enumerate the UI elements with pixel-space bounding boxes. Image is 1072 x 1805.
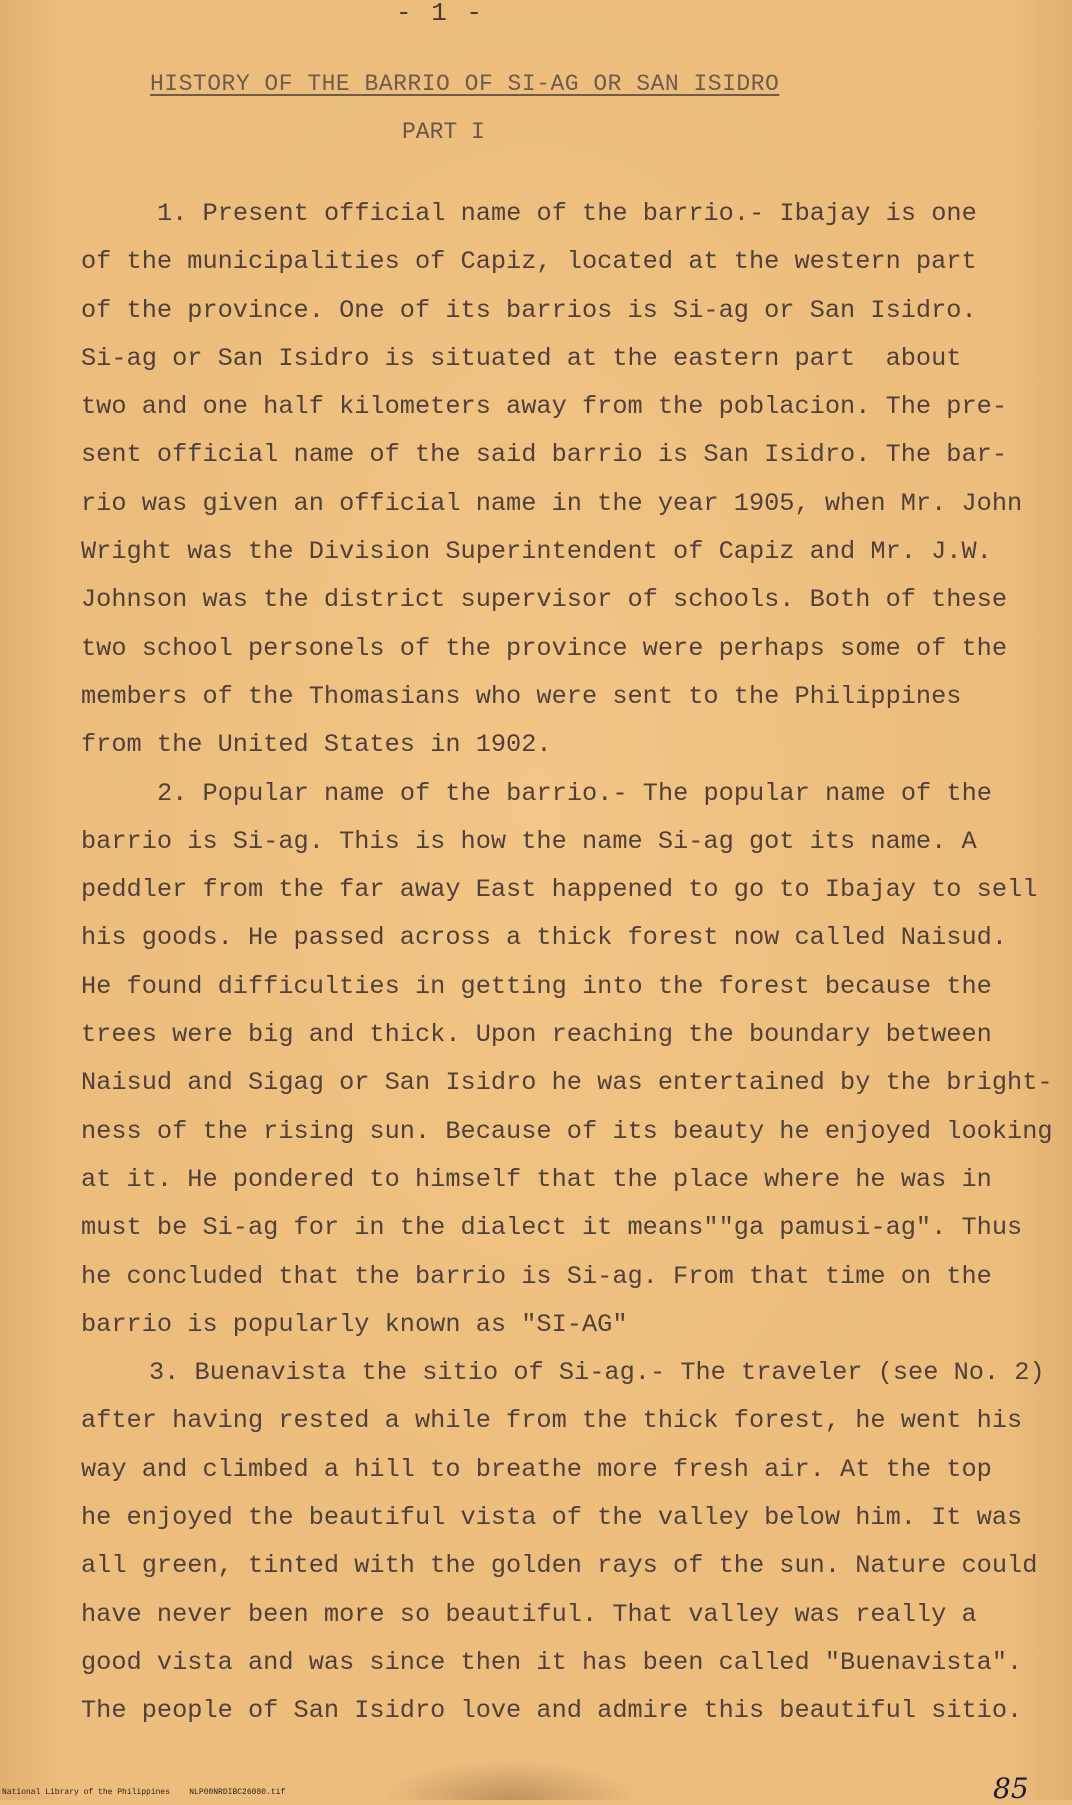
text-line: He found difficulties in getting into the forest because the	[81, 971, 992, 1001]
text-line: his goods. He passed across a thick forest now called Naisud.	[81, 923, 1008, 953]
text-line: good vista and was since then it has been called "Buenavista".	[81, 1647, 1023, 1677]
text-line: Naisud and Sigag or San Isidro he was entertained by the bright-	[81, 1068, 1053, 1098]
text-line: 3. Buenavista the sitio of Si-ag.- The traveler (see No. 2)	[149, 1358, 1045, 1388]
body-text	[81, 190, 1053, 1736]
text-line: barrio is popularly known as "SI-AG"	[81, 1309, 628, 1339]
binding-shadow	[380, 1760, 640, 1800]
text-line: Si-ag or San Isidro is situated at the eastern part about	[81, 343, 962, 373]
text-line: he concluded that the barrio is Si-ag. From that time on the	[81, 1261, 992, 1291]
text-line: two school personels of the province were perhaps some of the	[81, 633, 1008, 663]
text-line: must be Si-ag for in the dialect it means""ga pamusi-ag". Thus	[81, 1213, 1023, 1243]
text-line: trees were big and thick. Upon reaching the boundary between	[81, 1020, 992, 1050]
text-line: from the United States in 1902.	[81, 730, 552, 760]
text-line: 1. Present official name of the barrio.- Ibajay is one	[157, 199, 977, 228]
text-line: have never been more so beautiful. That valley was really a	[81, 1599, 977, 1629]
text-line: after having rested a while from the thick forest, he went his	[81, 1406, 1023, 1436]
text-line: at it. He pondered to himself that the place where he was in	[81, 1164, 992, 1194]
part-heading: PART I	[402, 119, 485, 145]
text-line: sent official name of the said barrio is San Isidro. The bar-	[81, 440, 1008, 470]
text-line: he enjoyed the beautiful vista of the valley below him. It was	[81, 1503, 1023, 1533]
text-line: all green, tinted with the golden rays of the sun. Nature could	[81, 1551, 1038, 1581]
handwritten-page-number: 85	[993, 1772, 1029, 1805]
text-line: of the municipalities of Capiz, located at the western part	[81, 247, 977, 277]
text-line: two and one half kilometers away from the poblacion. The pre-	[81, 392, 1008, 422]
page-number: - 1 -	[395, 0, 484, 28]
text-line: members of the Thomasians who were sent to the Philippines	[81, 681, 962, 711]
text-line: The people of San Isidro love and admire this beautiful sitio.	[81, 1696, 1023, 1726]
archive-footer: National Library of the Philippines NLP00NRDIBC26080.tif	[2, 1788, 286, 1797]
text-line: ness of the rising sun. Because of its beauty he enjoyed looking	[81, 1116, 1053, 1146]
document-title: HISTORY OF THE BARRIO OF SI-AG OR SAN ISIDRO	[150, 71, 780, 97]
text-line: of the province. One of its barrios is Si-ag or San Isidro.	[81, 295, 977, 325]
text-line: 2. Popular name of the barrio.- The popular name of the	[157, 778, 992, 808]
text-line: way and climbed a hill to breathe more fresh air. At the top	[81, 1454, 992, 1484]
text-line: rio was given an official name in the year 1905, when Mr. John	[81, 488, 1023, 518]
text-line: Wright was the Division Superintendent of Capiz and Mr. J.W.	[81, 537, 992, 567]
text-line: barrio is Si-ag. This is how the name Si-ag got its name. A	[81, 826, 977, 856]
text-line: peddler from the far away East happened to go to Ibajay to sell	[81, 875, 1038, 905]
text-line: Johnson was the district supervisor of schools. Both of these	[81, 585, 1008, 615]
